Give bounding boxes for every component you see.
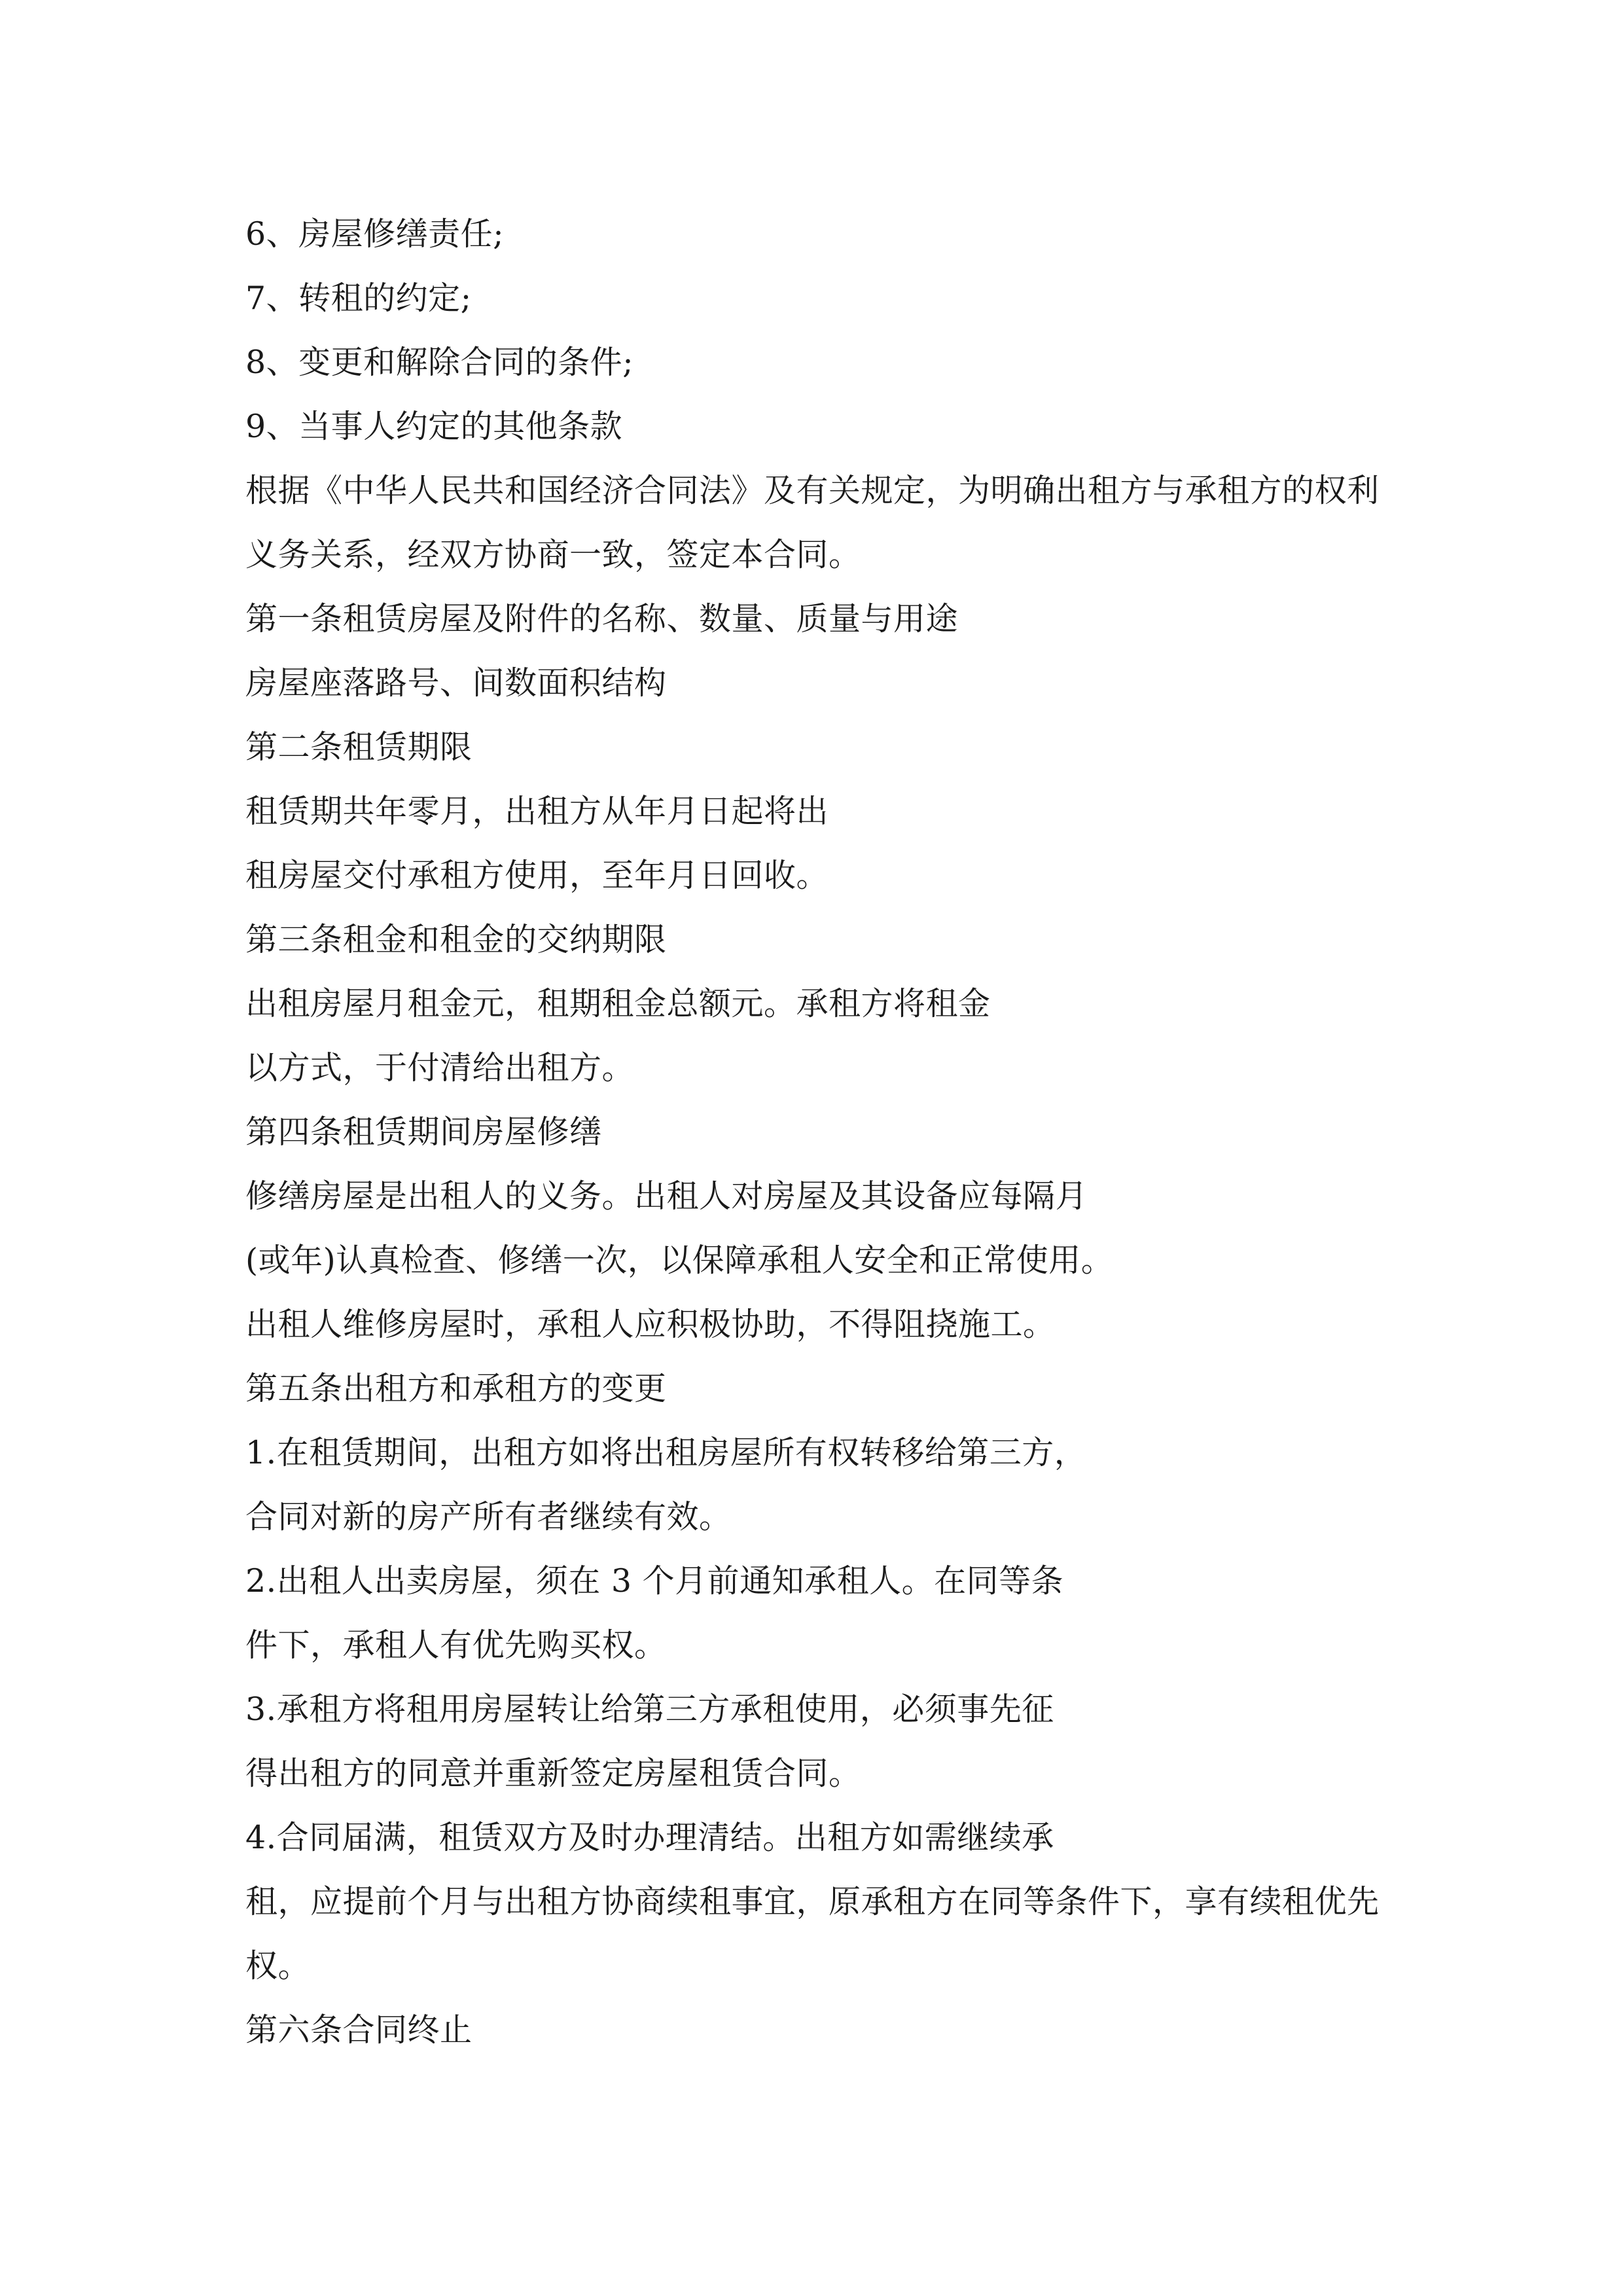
section-heading: 第三条租金和租金的交纳期限 xyxy=(245,921,667,958)
text-line: 6、房屋修缮责任; xyxy=(245,215,505,253)
contract-text xyxy=(245,202,1417,2062)
section-heading: 第六条合同终止 xyxy=(245,2011,473,2049)
text-line: 根据《中华人民共和国经济合同法》及有关规定，为明确出租方与承租方的权利 xyxy=(245,472,1380,509)
section-heading: 第五条出租方和承租方的变更 xyxy=(245,1370,667,1407)
text-line: 义务关系，经双方协商一致，签定本合同。 xyxy=(245,536,861,573)
text-line: 以方式，于付清给出租方。 xyxy=(245,1049,635,1086)
section-heading: 第一条租赁房屋及附件的名称、数量、质量与用途 xyxy=(245,600,959,637)
text-line: 出租人维修房屋时，承租人应积极协助，不得阻挠施工。 xyxy=(245,1306,1056,1343)
text-line: 权。 xyxy=(245,1947,311,1984)
text-line: 9、当事人约定的其他条款 xyxy=(245,408,623,445)
text-line: 7、转租的约定; xyxy=(245,279,472,317)
text-line: 3.承租方将租用房屋转让给第三方承租使用，必须事先征 xyxy=(245,1691,1054,1728)
text-line: 4.合同届满，租赁双方及时办理清结。出租方如需继续承 xyxy=(245,1819,1054,1856)
text-line: 2.出租人出卖房屋，须在 3 个月前通知承租人。在同等条 xyxy=(245,1562,1064,1600)
text-line: 租赁期共年零月，出租方从年月日起将出 xyxy=(245,793,829,830)
text-line: 修缮房屋是出租人的义务。出租人对房屋及其设备应每隔月 xyxy=(245,1177,1088,1215)
section-heading: 第四条租赁期间房屋修缮 xyxy=(245,1113,602,1151)
text-line: 房屋座落路号、间数面积结构 xyxy=(245,664,667,702)
text-line: 合同对新的房产所有者继续有效。 xyxy=(245,1498,732,1535)
text-line: 1.在租赁期间，出租方如将出租房屋所有权转移给第三方， xyxy=(245,1434,1087,1471)
text-line: 8、变更和解除合同的条件; xyxy=(245,344,634,381)
text-line: 件下，承租人有优先购买权。 xyxy=(245,1626,667,1664)
text-line: (或年)认真检查、修缮一次，以保障承租人安全和正常使用。 xyxy=(245,1242,1114,1279)
section-heading: 第二条租赁期限 xyxy=(245,728,473,766)
text-line: 出租房屋月租金元，租期租金总额元。承租方将租金 xyxy=(245,985,991,1022)
text-line: 租房屋交付承租方使用，至年月日回收。 xyxy=(245,857,829,894)
text-line: 得出租方的同意并重新签定房屋租赁合同。 xyxy=(245,1755,861,1792)
text-line: 租，应提前个月与出租方协商续租事宜，原承租方在同等条件下，享有续租优先 xyxy=(245,1883,1380,1920)
